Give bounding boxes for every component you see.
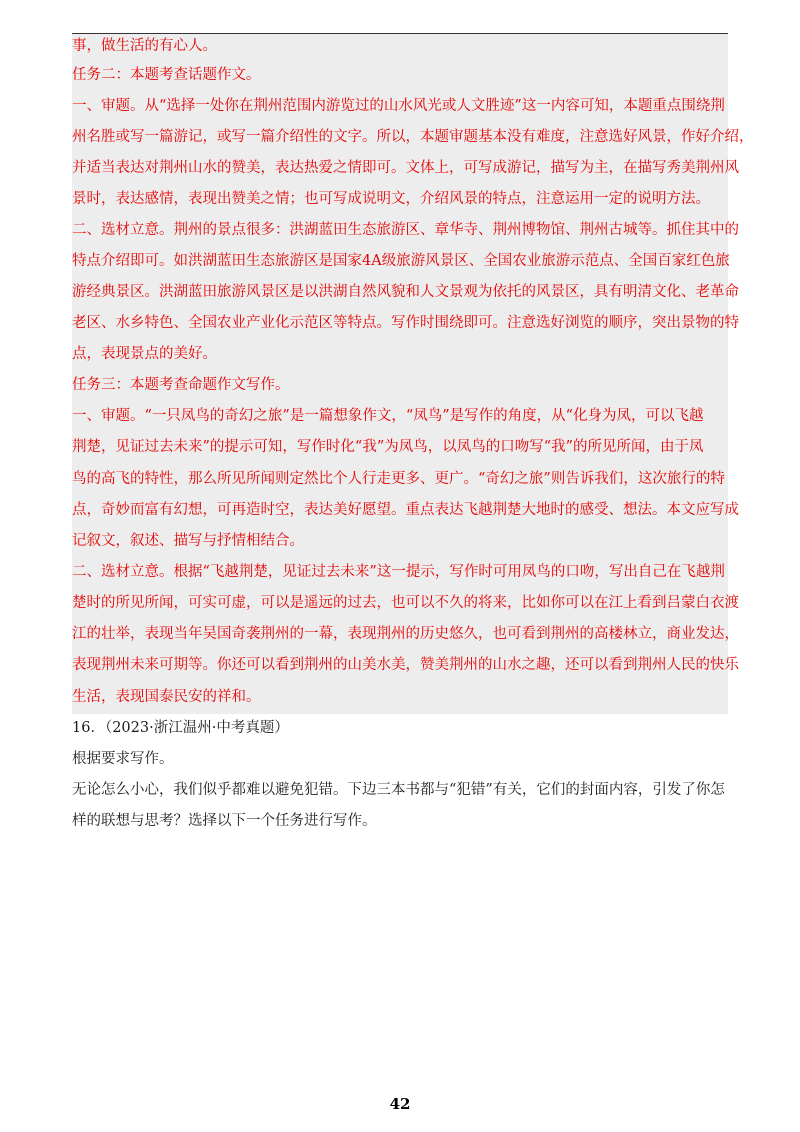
question-header: 16．（2023·浙江温州·中考真题）	[72, 720, 289, 736]
answer-line: 景时，表达感情，表现出赞美之情；也可写成说明文，介绍风景的特点，注意运用一定的说明方法。	[72, 191, 710, 207]
answer-line: 生活，表现国泰民安的祥和。	[72, 689, 261, 705]
answer-line: 点，表现景点的美好。	[72, 346, 217, 362]
answer-line: 并适当表达对荆州山水的赞美，表达热爱之情即可。文体上，可写成游记，描写为主，在描写秀美荆州风	[72, 160, 739, 176]
answer-line: 特点介绍即可。如洪湖蓝田生态旅游区是国家4A级旅游风景区、全国农业旅游示范点、全国百家红色旅	[72, 253, 730, 269]
question-prompt-line: 无论怎么小心，我们似乎都难以避免犯错。下边三本书都与“犯错”有关，它们的封面内容，引发了你怎	[72, 782, 725, 798]
question-instruction: 根据要求写作。	[72, 751, 174, 767]
answer-line: 一、审题。从“选择一处你在荆州范围内游览过的山水风光或人文胜迹”这一内容可知，本题重点围绕荆	[72, 98, 725, 114]
answer-line: 记叙文，叙述、描写与抒情相结合。	[72, 533, 304, 549]
answer-line: 老区、水乡特色、全国农业产业化示范区等特点。写作时围绕即可。注意选好浏览的顺序，突出景物的特	[72, 315, 739, 331]
question-prompt-line: 样的联想与思考？选择以下一个任务进行写作。	[72, 813, 377, 829]
answer-line: 任务三：本题考查命题作文写作。	[72, 377, 290, 393]
answer-line: 荆楚，见证过去未来”的提示可知，写作时化“我”为凤鸟，以凤鸟的口吻写“我”的所见所闻，由于凤	[72, 439, 704, 455]
answer-line: 表现荆州未来可期等。你还可以看到荆州的山美水美，赞美荆州的山水之趣，还可以看到荆州人民的快乐	[72, 657, 739, 673]
page-number: 42	[389, 1095, 411, 1113]
answer-line: 事，做生活的有心人。	[72, 38, 217, 54]
answer-line: 任务二：本题考查话题作文。	[72, 67, 261, 83]
answer-line: 一、审题。“一只凤鸟的奇幻之旅”是一篇想象作文，“凤鸟”是写作的角度，从“化身为凤，可以飞越	[72, 408, 704, 424]
answer-line: 二、选材立意。根据“飞越荆楚，见证过去未来”这一提示，写作时可用凤鸟的口吻，写出自己在飞越荆	[72, 564, 725, 580]
answer-line: 州名胜或写一篇游记，或写一篇介绍性的文字。所以，本题审题基本没有难度，注意选好风景，作好介绍，	[72, 129, 754, 145]
answer-line: 二、选材立意。荆州的景点很多：洪湖蓝田生态旅游区、章华寺、荆州博物馆、荆州古城等。抓住其中的	[72, 222, 739, 238]
answer-line: 鸟的高飞的特性，那么所见所闻则定然比个人行走更多、更广。“奇幻之旅”则告诉我们，这次旅行的特	[72, 471, 725, 487]
answer-line: 点，奇妙而富有幻想，可再造时空，表达美好愿望。重点表达飞越荆楚大地时的感受、想法。本文应写成	[72, 502, 739, 518]
answer-line: 楚时的所见所闻，可实可虚，可以是遥远的过去，也可以不久的将来，比如你可以在江上看到吕蒙白衣渡	[72, 595, 739, 611]
answer-line: 游经典景区。洪湖蓝田旅游风景区是以洪湖自然风貌和人文景观为依托的风景区，具有明清文化、老革命	[72, 284, 739, 300]
answer-line: 江的壮举，表现当年吴国奇袭荆州的一幕，表现荆州的历史悠久，也可看到荆州的高楼林立，商业发达，	[72, 626, 739, 642]
